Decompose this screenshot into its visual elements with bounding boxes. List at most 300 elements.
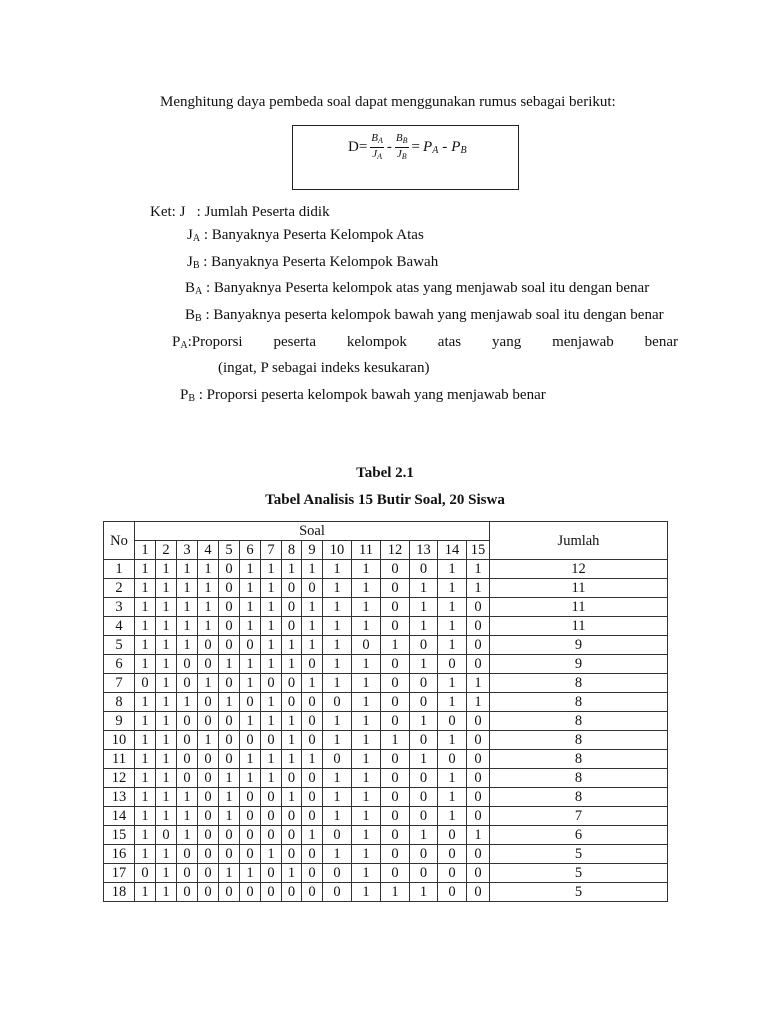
cell-score: 0 <box>177 750 198 769</box>
cell-score: 1 <box>323 579 352 598</box>
cell-score: 0 <box>410 845 438 864</box>
cell-score: 0 <box>323 826 352 845</box>
cell-score: 0 <box>467 712 490 731</box>
header-soal-number: 9 <box>302 541 323 560</box>
cell-no: 2 <box>104 579 135 598</box>
header-soal-number: 5 <box>219 541 240 560</box>
ket-jb-line: $J_B$ : Banyaknya Peserta Kelompok Bawah <box>187 254 439 271</box>
cell-score: 0 <box>177 712 198 731</box>
cell-score: 0 <box>323 750 352 769</box>
cell-score: 0 <box>282 845 302 864</box>
cell-score: 1 <box>156 693 177 712</box>
cell-score: 0 <box>261 826 282 845</box>
cell-score: 0 <box>302 579 323 598</box>
cell-jumlah: 9 <box>490 636 668 655</box>
table-row <box>104 674 668 693</box>
cell-score: 1 <box>156 788 177 807</box>
table-row <box>104 864 668 883</box>
cell-jumlah: 6 <box>490 826 668 845</box>
cell-score: 1 <box>156 674 177 693</box>
cell-score: 0 <box>381 712 410 731</box>
cell-score: 0 <box>261 731 282 750</box>
cell-score: 0 <box>438 845 467 864</box>
table-row <box>104 712 668 731</box>
ket-ba-line: $B_A$ : Banyaknya Peserta kelompok atas yang menjawab soal itu dengan benar <box>185 280 650 297</box>
cell-score: 1 <box>219 769 240 788</box>
cell-score: 1 <box>240 617 261 636</box>
cell-score: 0 <box>381 788 410 807</box>
cell-jumlah: 8 <box>490 693 668 712</box>
cell-score: 1 <box>156 712 177 731</box>
cell-score: 1 <box>438 788 467 807</box>
cell-score: 1 <box>352 674 381 693</box>
cell-score: 1 <box>410 712 438 731</box>
cell-score: 0 <box>261 883 282 902</box>
cell-score: 1 <box>302 674 323 693</box>
cell-score: 1 <box>261 655 282 674</box>
cell-score: 0 <box>381 807 410 826</box>
cell-score: 1 <box>156 845 177 864</box>
cell-score: 0 <box>219 636 240 655</box>
cell-score: 0 <box>302 693 323 712</box>
cell-score: 1 <box>177 807 198 826</box>
cell-score: 0 <box>198 769 219 788</box>
table-row <box>104 560 668 579</box>
cell-score: 1 <box>352 693 381 712</box>
formula-pa: $P_A$ <box>423 139 439 156</box>
cell-jumlah: 7 <box>490 807 668 826</box>
cell-no: 14 <box>104 807 135 826</box>
cell-no: 13 <box>104 788 135 807</box>
cell-score: 1 <box>410 826 438 845</box>
cell-score: 1 <box>156 598 177 617</box>
header-soal-number: 7 <box>261 541 282 560</box>
table-row <box>104 826 668 845</box>
cell-score: 1 <box>323 769 352 788</box>
cell-score: 0 <box>198 636 219 655</box>
cell-score: 0 <box>135 674 156 693</box>
cell-score: 0 <box>282 883 302 902</box>
cell-score: 1 <box>282 655 302 674</box>
cell-score: 1 <box>177 617 198 636</box>
cell-score: 1 <box>323 712 352 731</box>
cell-score: 0 <box>323 864 352 883</box>
cell-score: 0 <box>177 655 198 674</box>
cell-score: 0 <box>261 807 282 826</box>
header-jumlah: Jumlah <box>490 522 668 560</box>
cell-score: 1 <box>352 712 381 731</box>
cell-no: 4 <box>104 617 135 636</box>
cell-score: 1 <box>323 807 352 826</box>
cell-score: 0 <box>219 826 240 845</box>
table-row <box>104 617 668 636</box>
cell-score: 1 <box>323 731 352 750</box>
cell-score: 1 <box>219 693 240 712</box>
fraction-ba-ja: $\frac{B_A}{J_A}$ <box>371 132 383 161</box>
cell-score: 1 <box>135 807 156 826</box>
cell-score: 1 <box>261 636 282 655</box>
cell-score: 1 <box>177 693 198 712</box>
cell-score: 1 <box>352 655 381 674</box>
cell-score: 0 <box>198 750 219 769</box>
cell-score: 0 <box>240 693 261 712</box>
cell-score: 0 <box>302 712 323 731</box>
cell-no: 17 <box>104 864 135 883</box>
cell-score: 1 <box>323 674 352 693</box>
cell-score: 1 <box>438 674 467 693</box>
cell-jumlah: 8 <box>490 731 668 750</box>
cell-score: 1 <box>352 845 381 864</box>
cell-score: 1 <box>323 560 352 579</box>
cell-score: 1 <box>198 579 219 598</box>
cell-score: 0 <box>198 845 219 864</box>
cell-score: 1 <box>323 617 352 636</box>
cell-jumlah: 8 <box>490 750 668 769</box>
cell-score: 0 <box>240 731 261 750</box>
cell-score: 1 <box>282 731 302 750</box>
cell-score: 0 <box>381 693 410 712</box>
cell-score: 1 <box>438 579 467 598</box>
fraction-bb-jb: $\frac{B_B}{J_B}$ <box>395 132 408 161</box>
cell-score: 0 <box>282 674 302 693</box>
cell-score: 1 <box>156 807 177 826</box>
cell-score: 1 <box>135 769 156 788</box>
cell-score: 0 <box>219 750 240 769</box>
cell-score: 1 <box>156 579 177 598</box>
cell-score: 1 <box>352 750 381 769</box>
cell-score: 1 <box>177 579 198 598</box>
cell-jumlah: 8 <box>490 674 668 693</box>
cell-score: 1 <box>352 579 381 598</box>
cell-score: 1 <box>302 750 323 769</box>
cell-score: 1 <box>135 883 156 902</box>
cell-score: 1 <box>219 807 240 826</box>
cell-score: 0 <box>177 883 198 902</box>
cell-score: 0 <box>219 712 240 731</box>
cell-score: 1 <box>323 845 352 864</box>
cell-score: 1 <box>323 636 352 655</box>
cell-score: 0 <box>198 655 219 674</box>
cell-score: 0 <box>381 674 410 693</box>
cell-score: 0 <box>261 864 282 883</box>
cell-score: 1 <box>438 731 467 750</box>
cell-score: 0 <box>410 560 438 579</box>
header-soal-number: 13 <box>410 541 438 560</box>
table-title: Tabel 2.1 <box>356 465 414 481</box>
ket-pb-line: $P_B$ : Proporsi peserta kelompok bawah yang menjawab benar <box>180 387 546 404</box>
cell-score: 0 <box>438 655 467 674</box>
cell-score: 0 <box>381 864 410 883</box>
cell-score: 0 <box>302 845 323 864</box>
cell-score: 0 <box>240 788 261 807</box>
table-row <box>104 883 668 902</box>
cell-no: 10 <box>104 731 135 750</box>
cell-score: 1 <box>323 655 352 674</box>
cell-score: 1 <box>135 845 156 864</box>
cell-score: 1 <box>282 636 302 655</box>
cell-no: 9 <box>104 712 135 731</box>
cell-score: 0 <box>302 655 323 674</box>
cell-score: 1 <box>219 788 240 807</box>
cell-score: 0 <box>381 845 410 864</box>
cell-score: 1 <box>261 769 282 788</box>
cell-score: 1 <box>156 560 177 579</box>
cell-score: 0 <box>352 636 381 655</box>
cell-score: 1 <box>156 769 177 788</box>
cell-score: 0 <box>219 731 240 750</box>
cell-score: 0 <box>467 598 490 617</box>
header-soal-number: 4 <box>198 541 219 560</box>
cell-score: 0 <box>438 750 467 769</box>
cell-score: 0 <box>381 579 410 598</box>
cell-score: 0 <box>302 883 323 902</box>
cell-score: 1 <box>135 579 156 598</box>
table-row <box>104 845 668 864</box>
cell-jumlah: 5 <box>490 864 668 883</box>
cell-score: 1 <box>410 883 438 902</box>
cell-no: 15 <box>104 826 135 845</box>
ket-ja-line: $J_A$ : Banyaknya Peserta Kelompok Atas <box>187 227 424 244</box>
cell-score: 0 <box>282 579 302 598</box>
cell-score: 1 <box>135 731 156 750</box>
cell-no: 7 <box>104 674 135 693</box>
cell-score: 1 <box>135 560 156 579</box>
cell-score: 1 <box>381 636 410 655</box>
cell-score: 1 <box>240 712 261 731</box>
header-soal-number: 12 <box>381 541 410 560</box>
cell-score: 0 <box>467 655 490 674</box>
cell-score: 0 <box>135 864 156 883</box>
cell-score: 0 <box>282 598 302 617</box>
cell-score: 0 <box>438 883 467 902</box>
header-soal-number: 1 <box>135 541 156 560</box>
cell-jumlah: 11 <box>490 598 668 617</box>
table-row <box>104 636 668 655</box>
cell-score: 1 <box>438 598 467 617</box>
cell-score: 0 <box>467 617 490 636</box>
cell-score: 0 <box>381 826 410 845</box>
cell-score: 1 <box>261 845 282 864</box>
cell-score: 0 <box>302 788 323 807</box>
cell-score: 0 <box>282 826 302 845</box>
header-soal-number: 14 <box>438 541 467 560</box>
cell-no: 8 <box>104 693 135 712</box>
cell-score: 0 <box>282 807 302 826</box>
cell-score: 0 <box>156 826 177 845</box>
cell-score: 1 <box>156 750 177 769</box>
header-soal-number: 15 <box>467 541 490 560</box>
cell-score: 0 <box>240 883 261 902</box>
cell-jumlah: 11 <box>490 579 668 598</box>
formula-lhs: D= <box>348 139 368 155</box>
cell-score: 1 <box>156 655 177 674</box>
cell-score: 1 <box>261 579 282 598</box>
header-soal-number: 3 <box>177 541 198 560</box>
cell-score: 0 <box>381 655 410 674</box>
analysis-table <box>103 521 668 902</box>
cell-score: 1 <box>282 788 302 807</box>
cell-score: 0 <box>467 864 490 883</box>
cell-score: 0 <box>177 731 198 750</box>
cell-score: 0 <box>177 845 198 864</box>
cell-score: 1 <box>177 826 198 845</box>
cell-no: 5 <box>104 636 135 655</box>
cell-score: 0 <box>240 845 261 864</box>
cell-score: 1 <box>198 560 219 579</box>
cell-score: 0 <box>219 845 240 864</box>
header-soal-number: 2 <box>156 541 177 560</box>
cell-score: 1 <box>438 693 467 712</box>
cell-score: 1 <box>156 864 177 883</box>
cell-score: 1 <box>240 579 261 598</box>
cell-score: 1 <box>177 598 198 617</box>
cell-score: 1 <box>135 750 156 769</box>
cell-score: 0 <box>198 712 219 731</box>
cell-score: 1 <box>352 560 381 579</box>
cell-score: 1 <box>467 826 490 845</box>
cell-score: 1 <box>135 712 156 731</box>
formula-pb: $P_B$ <box>451 139 467 156</box>
cell-score: 1 <box>135 826 156 845</box>
cell-no: 1 <box>104 560 135 579</box>
cell-score: 0 <box>177 864 198 883</box>
cell-score: 0 <box>410 864 438 883</box>
formula-box <box>292 125 519 190</box>
cell-score: 1 <box>261 560 282 579</box>
cell-score: 0 <box>219 883 240 902</box>
cell-score: 1 <box>467 579 490 598</box>
cell-score: 0 <box>219 579 240 598</box>
cell-no: 16 <box>104 845 135 864</box>
cell-score: 0 <box>467 788 490 807</box>
cell-score: 1 <box>438 560 467 579</box>
cell-score: 0 <box>410 788 438 807</box>
cell-score: 0 <box>219 674 240 693</box>
cell-jumlah: 8 <box>490 769 668 788</box>
ket-bb-line: $B_B$ : Banyaknya peserta kelompok bawah yang menjawab soal itu dengan benar <box>185 307 664 324</box>
cell-no: 3 <box>104 598 135 617</box>
cell-no: 11 <box>104 750 135 769</box>
cell-score: 0 <box>410 693 438 712</box>
header-soal-number: 10 <box>323 541 352 560</box>
cell-score: 1 <box>352 807 381 826</box>
cell-score: 0 <box>438 864 467 883</box>
cell-score: 1 <box>219 864 240 883</box>
cell-score: 1 <box>240 598 261 617</box>
cell-score: 1 <box>352 769 381 788</box>
header-no: No <box>104 522 135 560</box>
cell-score: 1 <box>410 579 438 598</box>
cell-score: 0 <box>219 598 240 617</box>
cell-score: 1 <box>156 617 177 636</box>
cell-score: 0 <box>467 636 490 655</box>
cell-score: 1 <box>410 655 438 674</box>
cell-score: 1 <box>381 883 410 902</box>
cell-score: 0 <box>302 807 323 826</box>
cell-score: 1 <box>352 826 381 845</box>
cell-score: 1 <box>302 636 323 655</box>
table-row <box>104 769 668 788</box>
cell-score: 0 <box>240 636 261 655</box>
cell-score: 0 <box>410 636 438 655</box>
cell-score: 0 <box>302 864 323 883</box>
cell-score: 0 <box>198 693 219 712</box>
cell-score: 0 <box>467 807 490 826</box>
cell-score: 1 <box>135 788 156 807</box>
cell-score: 1 <box>177 560 198 579</box>
cell-score: 0 <box>261 674 282 693</box>
cell-jumlah: 8 <box>490 788 668 807</box>
cell-score: 0 <box>198 826 219 845</box>
ket-j-line: Ket: J : Jumlah Peserta didik <box>150 204 330 220</box>
cell-score: 1 <box>240 674 261 693</box>
cell-score: 1 <box>302 617 323 636</box>
cell-score: 0 <box>410 807 438 826</box>
cell-score: 1 <box>261 693 282 712</box>
cell-score: 0 <box>282 617 302 636</box>
cell-score: 1 <box>261 750 282 769</box>
cell-score: 1 <box>240 864 261 883</box>
cell-score: 1 <box>352 617 381 636</box>
table-row <box>104 788 668 807</box>
cell-score: 0 <box>381 617 410 636</box>
table-row <box>104 731 668 750</box>
cell-score: 1 <box>198 674 219 693</box>
cell-score: 1 <box>261 598 282 617</box>
cell-score: 1 <box>352 883 381 902</box>
cell-score: 0 <box>198 883 219 902</box>
cell-score: 1 <box>261 617 282 636</box>
intro-text: Menghitung daya pembeda soal dapat menggunakan rumus sebagai berikut: <box>160 94 616 110</box>
cell-score: 0 <box>261 788 282 807</box>
cell-score: 1 <box>302 560 323 579</box>
cell-score: 1 <box>323 788 352 807</box>
cell-score: 1 <box>240 769 261 788</box>
cell-score: 0 <box>198 807 219 826</box>
formula: D= $\frac{B_A}{J_A}$ - $\frac{B_B}{J_B}$ = $P_A$ - $P_B$ <box>348 132 467 161</box>
cell-score: 1 <box>156 883 177 902</box>
header-soal: Soal <box>135 522 490 541</box>
cell-score: 0 <box>198 864 219 883</box>
cell-score: 1 <box>467 693 490 712</box>
cell-score: 0 <box>438 712 467 731</box>
cell-jumlah: 12 <box>490 560 668 579</box>
cell-score: 1 <box>198 731 219 750</box>
ket-pa-note: (ingat, P sebagai indeks kesukaran) <box>218 360 430 376</box>
cell-score: 0 <box>467 845 490 864</box>
cell-score: 1 <box>438 636 467 655</box>
cell-score: 0 <box>177 769 198 788</box>
cell-score: 1 <box>177 788 198 807</box>
cell-score: 0 <box>302 731 323 750</box>
cell-score: 0 <box>282 693 302 712</box>
cell-score: 1 <box>302 826 323 845</box>
cell-score: 0 <box>467 769 490 788</box>
table-row <box>104 807 668 826</box>
cell-score: 0 <box>282 769 302 788</box>
cell-score: 1 <box>467 674 490 693</box>
cell-score: 0 <box>438 826 467 845</box>
cell-score: 0 <box>381 560 410 579</box>
cell-score: 1 <box>282 560 302 579</box>
cell-score: 0 <box>467 731 490 750</box>
cell-score: 1 <box>156 636 177 655</box>
cell-score: 1 <box>410 617 438 636</box>
cell-score: 1 <box>438 807 467 826</box>
cell-score: 0 <box>240 826 261 845</box>
table-row <box>104 655 668 674</box>
cell-score: 1 <box>352 864 381 883</box>
